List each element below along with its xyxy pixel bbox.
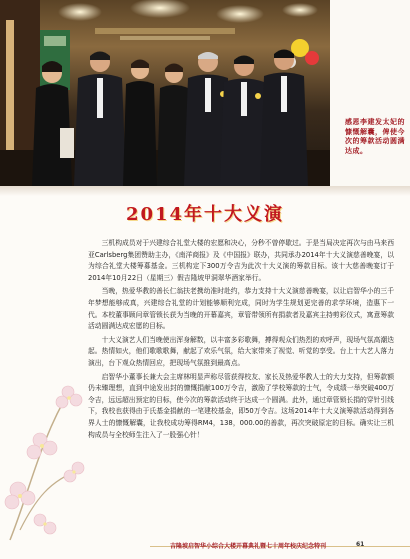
photo-illustration bbox=[0, 0, 330, 186]
group-photo bbox=[0, 0, 330, 186]
article-title: 2014年十大义演 bbox=[125, 204, 285, 225]
article-paragraph: 启智华小董事长兼大会主席林明显声称尽管获得校友、家长及热爱华教人士的大力支持，但筹款额仍未臻理想，直到中途发出封的慷慨捐献100万令吉，激励了学校筹款的士气，令成绩一举突破400万令吉，远远超出预定的目标，使今次的筹款活动终于达成一个圆满。此外，通过章管锁长捐的穿针引线下，我校也获得由于氏基金捐献的一笔建校基金，即50万令吉。这场2014年十大义演筹款活动得到各界人士的慷慨解囊，让我校成功筹得RM4，138，000.00的善款，再次突破原定的目标。确实让三机构成员与全校师生注入了一股强心针！ bbox=[88, 372, 394, 439]
caption-panel bbox=[330, 0, 410, 186]
article-body bbox=[88, 238, 394, 443]
photo-frame-shadow bbox=[0, 186, 410, 196]
article-paragraph: 十大义演艺人们当晚使出浑身解数，以丰富多彩歌舞，搏得观众们热烈的欢呼声，现场气氛高潮迭起。热情如火，他们歌歌歌舞，献起了欢乐气氛，给大家带来了视觉、听觉的享受。台上十大艺人落力演出，台下观众热情回应，把现场气氛推到最高点。 bbox=[88, 335, 394, 367]
article-paragraph: 当晚，热爱华教的善长仁翁扶老携幼准时赴约，恭力支持十大义演慈善晚宴，以让启智华小的三千年梦想能够成真，兴建综合礼堂的计划能够顺利完成，同时为学生规划更完善的求学环境，造惠下一代。本校董事顾问章管锁长获为当晚的开幕嘉宾，章管带领所有捐款者及嘉宾主持剪彩仪式，寓意筹款活动圆满达成宏愿的目标。 bbox=[88, 287, 394, 331]
flower-decoration bbox=[0, 330, 90, 545]
photo-caption: 感恩李建发太妃的慷慨解囊，俾使今次的筹款活动圆满达成。 bbox=[345, 118, 405, 155]
page-number: 61 bbox=[356, 541, 365, 548]
footer-title: 吉隆坡启智华小综合大楼开幕典礼暨七十周年校庆纪念特刊 bbox=[170, 543, 327, 550]
article-paragraph: 三机构成员对于兴建综合礼堂大楼的宏愿和决心，分秒不曾停歇过。于是当局决定再次与由马来西亚Carlsberg集团赞助主办，《南洋商报》及《中国报》联办，共同承办2014年十大义演慈善晚宴，以为综合礼堂大楼筹募基金。三机构定下300万令吉为此次十大义演的筹款目标。该十大慈善晚宴订于2014年10月22日（星期三）假吉隆坡甲洞翠华酒家举行。 bbox=[88, 239, 394, 282]
